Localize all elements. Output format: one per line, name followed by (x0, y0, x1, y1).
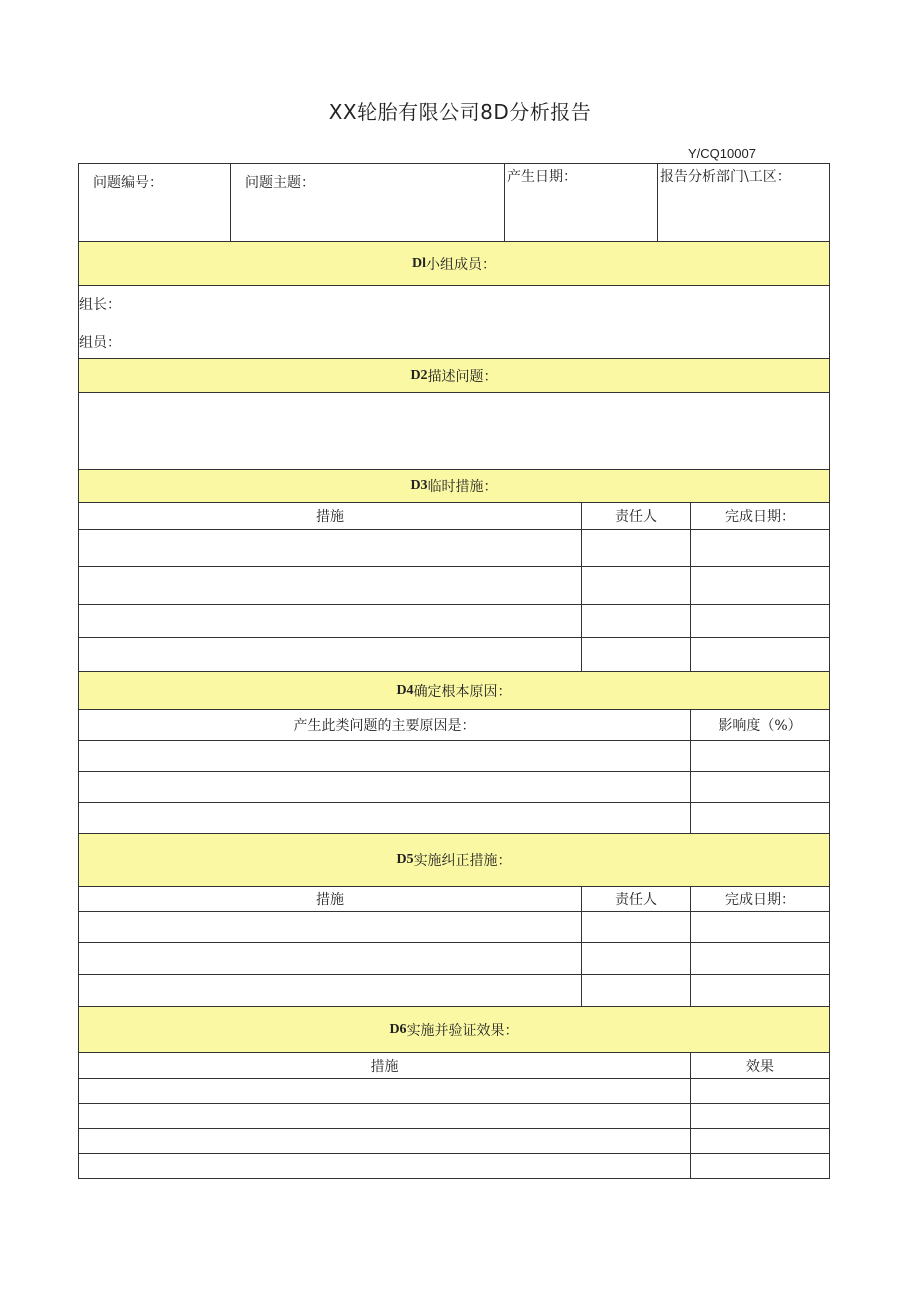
d4-col-cause: 产生此类问题的主要原因是： (293, 718, 476, 734)
d4-header (78, 672, 830, 710)
team-leader-label: 组长： (79, 297, 121, 313)
header-section (78, 163, 830, 242)
table-row[interactable] (79, 637, 829, 671)
table-header-row (79, 503, 829, 529)
d6-header (78, 1007, 830, 1053)
d3-header (78, 470, 830, 503)
table-row[interactable] (79, 1153, 829, 1178)
d6-table (78, 1053, 830, 1179)
d4-col-impact: 影响度（%） (690, 710, 829, 740)
d5-header (78, 834, 830, 887)
table-row[interactable] (79, 566, 829, 604)
d2-code: D2 (410, 367, 428, 383)
occurrence-date-label: 产生日期： (507, 169, 577, 185)
d3-col-date: 完成日期： (690, 503, 829, 529)
d6-col-effect: 效果 (690, 1053, 829, 1078)
team-members-label: 组员： (79, 335, 121, 351)
d1-code: Dl (412, 255, 426, 271)
table-row[interactable] (79, 1128, 829, 1153)
d3-table (78, 503, 830, 672)
d1-title: 小组成员： (426, 256, 496, 273)
table-header-row (79, 1053, 829, 1078)
d6-title: 实施并验证效果： (406, 1022, 519, 1039)
d5-col-date: 完成日期： (690, 887, 829, 911)
d6-code: D6 (389, 1021, 407, 1037)
d2-header (78, 359, 830, 393)
table-header-row (79, 710, 829, 740)
report-title: XX轮胎有限公司8D分析报告 (328, 100, 592, 124)
d5-code: D5 (396, 852, 414, 867)
d3-col-owner: 责任人 (581, 503, 690, 529)
table-row[interactable] (79, 1078, 829, 1103)
d6-col-measure: 措施 (370, 1058, 399, 1075)
table-row[interactable] (79, 911, 829, 942)
d4-title: 确定根本原因： (413, 683, 512, 700)
d4-table (78, 710, 830, 834)
d1-header (78, 242, 830, 286)
issue-topic-label: 问题主题： (245, 175, 315, 191)
occurrence-date-field[interactable] (504, 164, 657, 242)
d5-col-owner: 责任人 (581, 887, 690, 911)
table-row[interactable] (79, 1103, 829, 1128)
table-row[interactable] (79, 771, 829, 802)
issue-topic-field[interactable] (230, 164, 504, 242)
table-row[interactable] (79, 942, 829, 974)
report-form (78, 163, 830, 1179)
issue-number-label: 问题编号： (93, 175, 163, 191)
analysis-dept-label: 报告分析部门\工区： (660, 169, 791, 185)
table-row[interactable] (79, 802, 829, 833)
d5-col-measure: 措施 (316, 892, 344, 908)
table-row[interactable] (79, 529, 829, 566)
d2-title: 描述问题： (427, 368, 498, 385)
d4-code: D4 (396, 682, 414, 698)
d5-title: 实施纠正措施： (413, 853, 512, 869)
table-row[interactable] (79, 740, 829, 771)
table-row[interactable] (79, 974, 829, 1006)
d5-table (78, 887, 830, 1007)
analysis-dept-field[interactable] (657, 164, 829, 242)
d3-title: 临时措施： (427, 479, 498, 495)
problem-description-field[interactable] (78, 393, 830, 470)
issue-number-field[interactable] (79, 164, 230, 242)
d3-code: D3 (410, 478, 428, 493)
table-row[interactable] (79, 604, 829, 637)
d1-body[interactable] (78, 286, 830, 359)
d3-col-measure: 措施 (316, 509, 344, 525)
table-header-row (79, 887, 829, 911)
document-code: Y/CQ10007 (688, 146, 756, 161)
